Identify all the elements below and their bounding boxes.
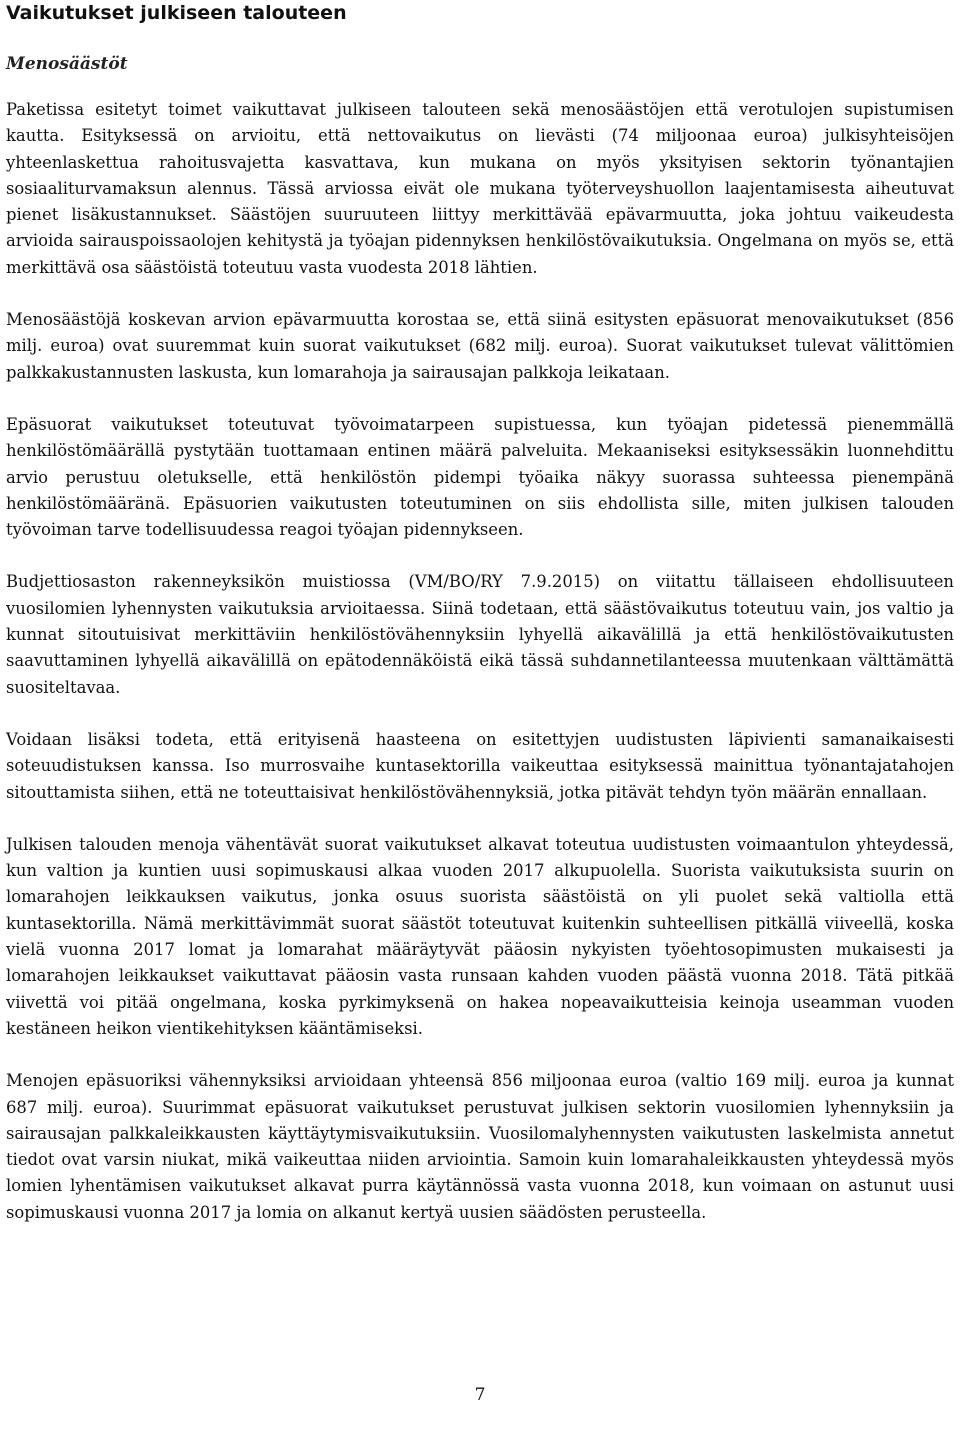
paragraph: Budjettiosaston rakenneyksikön muistiossa (VM/BO/RY 7.9.2015) on viitattu tällaiseen ehdollisuuteen vuosilomien lyhennysten vaikutuksia arvioitaessa. Siinä todetaan, että säästövaikutus toteutuu vain, jos valtio ja kunnat sitoutuisivat merkittäviin henkilöstövähennyksiin lyhyellä aikavälillä ja että henkilöstövaikutusten saavuttaminen lyhyellä aikavälillä on epätodennäköistä eikä tässä suhdannetilanteessa muutenkaan välttämättä suositeltavaa. bbox=[6, 572, 954, 697]
paragraph: Voidaan lisäksi todeta, että erityisenä haasteena on esitettyjen uudistusten läpivienti samanaikaisesti soteuudistuksen kanssa. Iso murrosvaihe kuntasektorilla vaikeuttaa esityksessä mainittua työnantajatahojen sitouttamista siihen, että ne toteuttaisivat henkilöstövähennyksiä, jotka pitävät tehdyn työn määrän ennallaan. bbox=[6, 729, 954, 802]
page-number: 7 bbox=[474, 1385, 486, 1405]
paragraph: Menosäästöjä koskevan arvion epävarmuutta korostaa se, että siinä esitysten epäsuorat menovaikutukset (856 milj. euroa) ovat suuremmat kuin suorat vaikutukset (682 milj. euroa). Suorat vaikutukset tulevat välittömien palkkakustannusten laskusta, kun lomarahoja ja sairausajan palkkoja leikataan. bbox=[6, 310, 954, 382]
paragraph: Julkisen talouden menoja vähentävät suorat vaikutukset alkavat toteutua uudistusten voimaantulon yhteydessä, kun valtion ja kuntien uusi sopimuskausi alkaa vuoden 2017 alkupuolella. Suorista vaikutuksista suurin on lomarahojen leikkauksen vaikutus, jonka osuus suorista säästöistä on yli puolet sekä valtiolla että kuntasektorilla. Nämä merkittävimmät suorat säästöt toteutuvat kuitenkin suhteellisen pitkällä viiveellä, koska vielä vuonna 2017 lomat ja lomarahat määräytyvät pääosin nykyisten työehtosopimusten mukaisesti ja lomarahojen leikkaukset vaikuttavat pääosin vasta runsaan kahden vuoden päästä vuonna 2018. Tätä pitkää viivettä voi pitää ongelmana, koska pyrkimyksenä on hakea nopeavaikutteisia keinoja useamman vuoden kestäneen heikon vientikehityksen kääntämiseksi. bbox=[6, 834, 954, 1038]
body-text bbox=[6, 97, 954, 1226]
paragraph: Paketissa esitetyt toimet vaikuttavat julkiseen talouteen sekä menosäästöjen että verotulojen supistumisen kautta. Esityksessä on arvioitu, että nettovaikutus on lievästi (74 miljoonaa euroa) julkisyhteisöjen yhteenlaskettua rahoitusvajetta kasvattava, kun mukana on myös yksityisen sektorin työnantajien sosiaaliturvamaksun alennus. Tässä arviossa eivät ole mukana työterveyshuollon laajentamisesta aiheutuvat pienet lisäkustannukset. Säästöjen suuruuteen liittyy merkittävää epävarmuutta, joka johtuu vaikeudesta arvioida sairauspoissaolojen kehitystä ja työajan pidennyksen henkilöstövaikutuksia. Ongelmana on myös se, että merkittävä osa säästöistä toteutuu vasta vuodesta 2018 lähtien. bbox=[6, 100, 954, 277]
document-page bbox=[6, 0, 954, 1252]
subsection-heading: Menosäästöt bbox=[6, 54, 128, 74]
paragraph: Menojen epäsuoriksi vähennyksiksi arvioidaan yhteensä 856 miljoonaa euroa (valtio 169 milj. euroa ja kunnat 687 milj. euroa). Suurimmat epäsuorat vaikutukset perustuvat julkisen sektorin vuosilomien lyhennyksiin ja sairausajan palkkaleikkausten käyttäytymisvaikutuksiin. Vuosilomalyhennysten vaikutusten laskelmista annetut tiedot ovat varsin niukat, mikä vaikeuttaa niiden arviointia. Samoin kuin lomarahaleikkausten yhteydessä myös lomien lyhentämisen vaikutukset alkavat purra käytännössä vasta vuonna 2018, kun voimaan on astunut uusi sopimuskausi vuonna 2017 ja lomia on alkanut kertyä uusien säädösten perusteella. bbox=[6, 1071, 954, 1222]
paragraph: Epäsuorat vaikutukset toteutuvat työvoimatarpeen supistuessa, kun työajan pidetessä pienemmällä henkilöstömäärällä pystytään tuottamaan entinen määrä palveluita. Mekaaniseksi esityksessäkin luonnehdittu arvio perustuu oletukselle, että henkilöstön pidempi työaika näkyy suorassa suhteessa pienempänä henkilöstömääränä. Epäsuorien vaikutusten toteutuminen on siis ehdollista sille, miten julkisen talouden työvoiman tarve todellisuudessa reagoi työajan pidennykseen. bbox=[6, 414, 954, 540]
section-heading: Vaikutukset julkiseen talouteen bbox=[6, 2, 347, 24]
